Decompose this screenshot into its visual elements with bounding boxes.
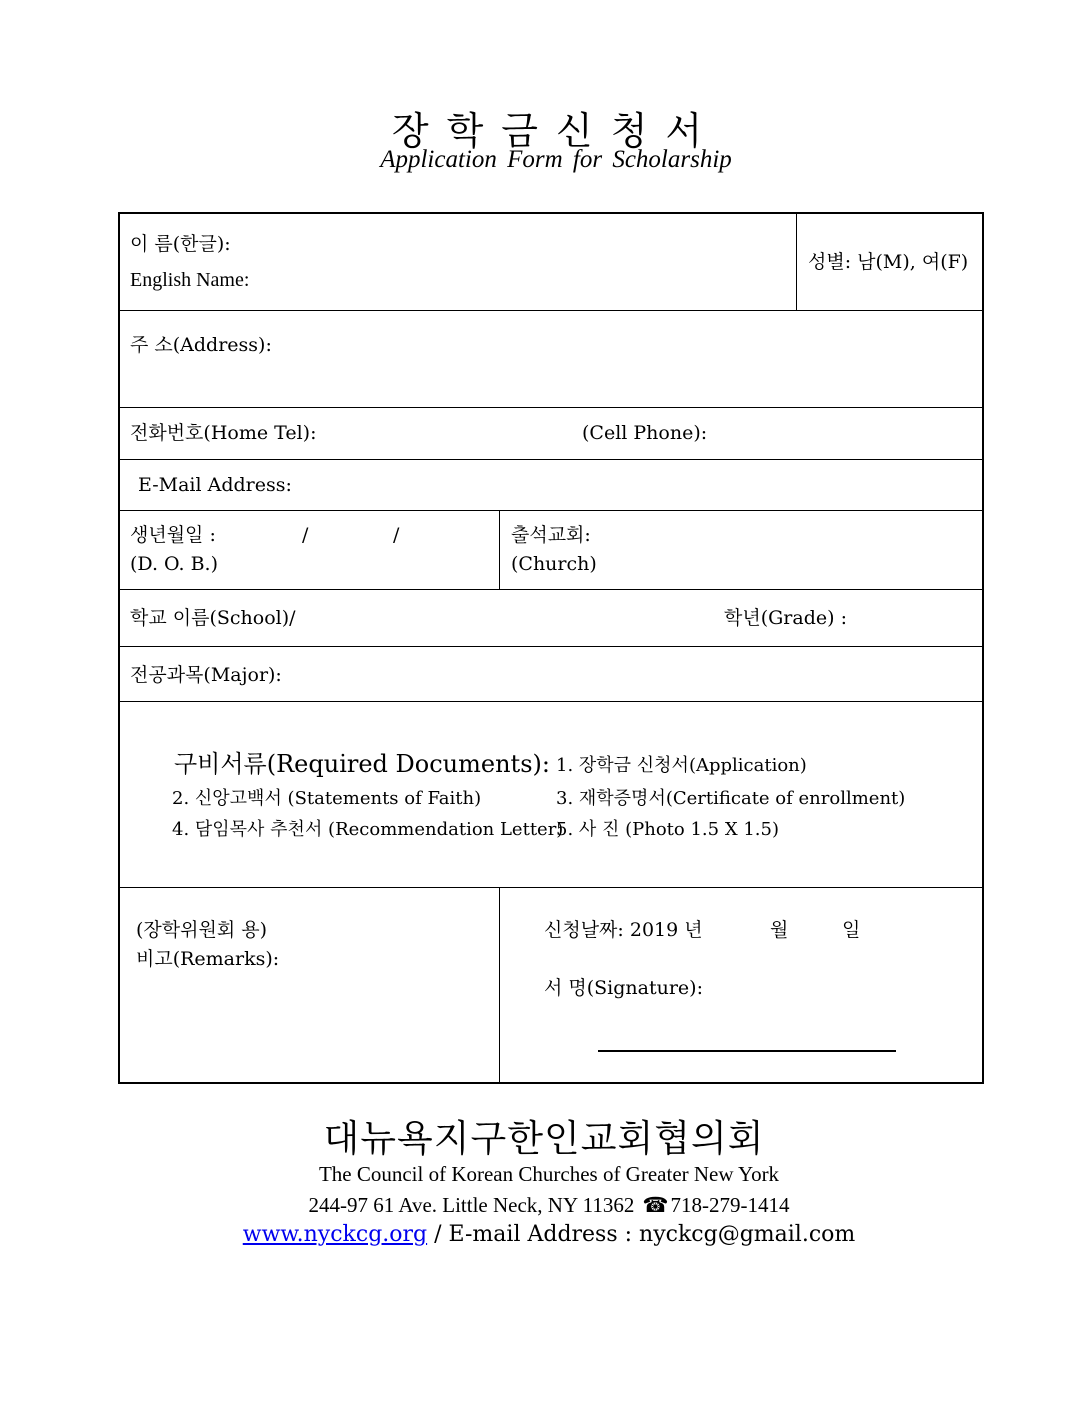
- row-divider: [120, 510, 982, 511]
- document-item: 3. 재학증명서(Certificate of enrollment): [556, 788, 906, 809]
- document-item: 1. 장학금 신청서(Application): [556, 755, 807, 776]
- address-label: 주 소(Address):: [130, 334, 272, 356]
- application-form: [118, 212, 984, 1084]
- church-label-english: (Church): [511, 553, 597, 575]
- grade-label: 학년(Grade) :: [724, 607, 847, 629]
- month-label: 월: [770, 919, 789, 941]
- required-documents-title: 구비서류(Required Documents):: [174, 750, 550, 778]
- organization-contact: [0, 1222, 1088, 1247]
- name-korean-label: 이 름(한글):: [130, 233, 231, 255]
- page-subtitle: Application Form for Scholarship: [380, 146, 732, 173]
- phone-number: 718-279-1414: [670, 1193, 790, 1217]
- organization-address: [0, 1193, 1088, 1218]
- row-divider: [120, 589, 982, 590]
- column-divider: [499, 887, 500, 1083]
- gender-label: 성별: 남(M), 여(F): [808, 251, 969, 273]
- row-divider: [120, 407, 982, 408]
- signature-line: [598, 1050, 896, 1052]
- row-divider: [120, 646, 982, 647]
- row-divider: [120, 887, 982, 888]
- document-item: 4. 담임목사 추천서 (Recommendation Letter): [172, 819, 564, 840]
- dob-separator: /: [302, 524, 309, 546]
- document-item: 2. 신앙고백서 (Statements of Faith): [172, 788, 482, 809]
- organization-name-korean: 대뉴욕지구한인교회협의회: [323, 1117, 765, 1160]
- organization-name-english: The Council of Korean Churches of Greater New York: [318, 1162, 780, 1186]
- remarks-label: 비고(Remarks):: [136, 948, 280, 970]
- dob-label: 생년월일 :: [130, 524, 216, 546]
- row-divider: [120, 701, 982, 702]
- application-date-label: 신청날짜: 2019 년: [544, 919, 703, 941]
- cell-phone-label: (Cell Phone):: [582, 422, 708, 444]
- dob-separator: /: [393, 524, 400, 546]
- name-english-label: English Name:: [130, 269, 250, 291]
- page-title: 장학금신청서: [391, 109, 721, 153]
- row-divider: [120, 459, 982, 460]
- church-label: 출석교회:: [511, 524, 591, 546]
- email-label: E-Mail Address:: [138, 474, 292, 496]
- telephone-icon: ☎: [642, 1193, 669, 1217]
- dob-label-english: (D. O. B.): [130, 553, 219, 575]
- signature-label: 서 명(Signature):: [544, 977, 703, 999]
- school-label: 학교 이름(School)/: [130, 607, 296, 629]
- major-label: 전공과목(Major):: [130, 664, 282, 686]
- email-address: / E-mail Address : nyckcg@gmail.com: [427, 1222, 856, 1247]
- document-item: 5. 사 진 (Photo 1.5 X 1.5): [556, 819, 780, 840]
- street-address: 244-97 61 Ave. Little Neck, NY 11362: [308, 1193, 635, 1217]
- day-label: 일: [842, 919, 861, 941]
- home-tel-label: 전화번호(Home Tel):: [130, 422, 317, 444]
- column-divider: [499, 510, 500, 589]
- row-divider: [120, 310, 982, 311]
- column-divider: [796, 214, 797, 310]
- committee-use-label: (장학위원회 용): [136, 919, 267, 941]
- website-link[interactable]: www.nyckcg.org: [242, 1222, 428, 1247]
